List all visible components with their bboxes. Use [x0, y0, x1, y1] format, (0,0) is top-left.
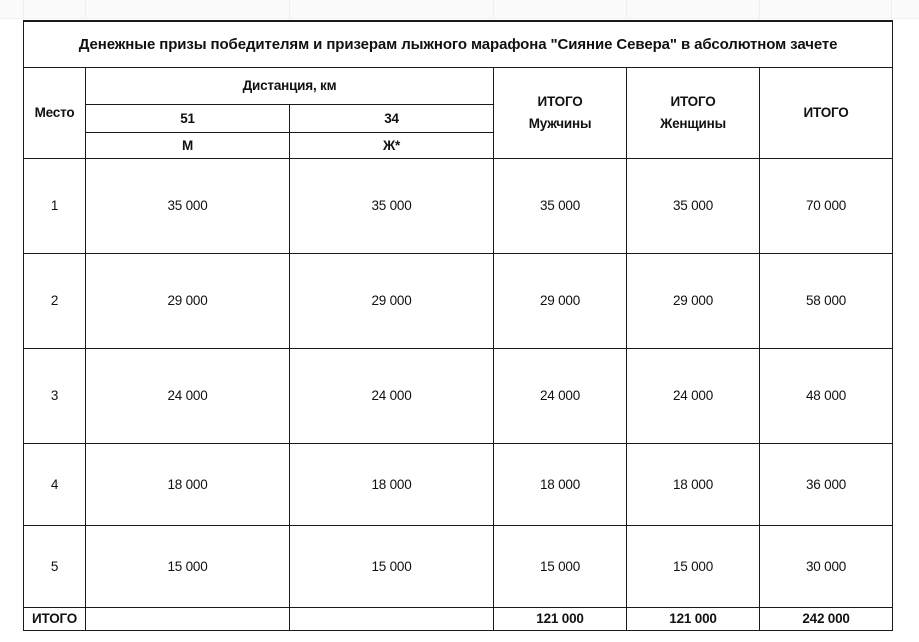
strip-gridline — [493, 0, 494, 18]
strip-gridline — [891, 0, 892, 18]
cell-total-women: 29 000 — [627, 253, 760, 348]
strip-gridline — [626, 0, 627, 18]
total-men-sum: 121 000 — [494, 607, 627, 630]
cell-total-women: 35 000 — [627, 158, 760, 253]
cell-distance-34: 29 000 — [290, 253, 494, 348]
cell-total: 70 000 — [760, 158, 893, 253]
cell-total-men: 18 000 — [494, 443, 627, 525]
header-gender-women: Ж* — [290, 132, 494, 158]
cell-total-men: 15 000 — [494, 525, 627, 607]
header-total-women — [627, 67, 760, 158]
cell-total: 30 000 — [760, 525, 893, 607]
cell-total-women: 15 000 — [627, 525, 760, 607]
cell-total-women: 18 000 — [627, 443, 760, 525]
cell-distance-51: 15 000 — [86, 525, 290, 607]
cell-distance-51: 29 000 — [86, 253, 290, 348]
table-row — [24, 158, 893, 253]
header-total-men-line1: ИТОГО — [537, 93, 583, 109]
grand-total: 242 000 — [760, 607, 893, 630]
cell-distance-51: 24 000 — [86, 348, 290, 443]
header-total-women-line1: ИТОГО — [670, 93, 716, 109]
cell-total: 48 000 — [760, 348, 893, 443]
cell-total: 36 000 — [760, 443, 893, 525]
cell-total-women: 24 000 — [627, 348, 760, 443]
total-distance-51 — [86, 607, 290, 630]
total-label: ИТОГО — [24, 607, 86, 630]
header-distance-34: 34 — [290, 104, 494, 132]
header-row-1 — [24, 67, 893, 104]
cell-distance-51: 35 000 — [86, 158, 290, 253]
header-total: ИТОГО — [760, 67, 893, 158]
header-distance: Дистанция, км — [86, 67, 494, 104]
header-total-men — [494, 67, 627, 158]
table-row — [24, 253, 893, 348]
header-total-men-line2: Мужчины — [528, 115, 592, 131]
cell-distance-34: 24 000 — [290, 348, 494, 443]
total-row — [24, 607, 893, 630]
cell-total-men: 29 000 — [494, 253, 627, 348]
header-place: Место — [24, 67, 86, 158]
strip-gridline — [85, 0, 86, 18]
table-row — [24, 443, 893, 525]
table-title: Денежные призы победителям и призерам лыжного марафона "Сияние Севера" в абсолютном зачете — [24, 21, 893, 67]
total-women-sum: 121 000 — [627, 607, 760, 630]
cell-total-men: 24 000 — [494, 348, 627, 443]
prize-table — [23, 20, 893, 631]
header-gender-men: М — [86, 132, 290, 158]
top-strip — [0, 0, 919, 19]
header-total-women-line2: Женщины — [660, 115, 726, 131]
cell-distance-34: 15 000 — [290, 525, 494, 607]
cell-place: 4 — [24, 443, 86, 525]
total-distance-34 — [290, 607, 494, 630]
cell-place: 3 — [24, 348, 86, 443]
title-row — [24, 21, 893, 67]
cell-place: 1 — [24, 158, 86, 253]
cell-total-men: 35 000 — [494, 158, 627, 253]
cell-distance-51: 18 000 — [86, 443, 290, 525]
strip-gridline — [289, 0, 290, 18]
table-row — [24, 525, 893, 607]
cell-place: 5 — [24, 525, 86, 607]
cell-distance-34: 18 000 — [290, 443, 494, 525]
header-distance-51: 51 — [86, 104, 290, 132]
strip-gridline — [23, 0, 24, 18]
cell-place: 2 — [24, 253, 86, 348]
cell-total: 58 000 — [760, 253, 893, 348]
strip-gridline — [759, 0, 760, 18]
table-row — [24, 348, 893, 443]
cell-distance-34: 35 000 — [290, 158, 494, 253]
